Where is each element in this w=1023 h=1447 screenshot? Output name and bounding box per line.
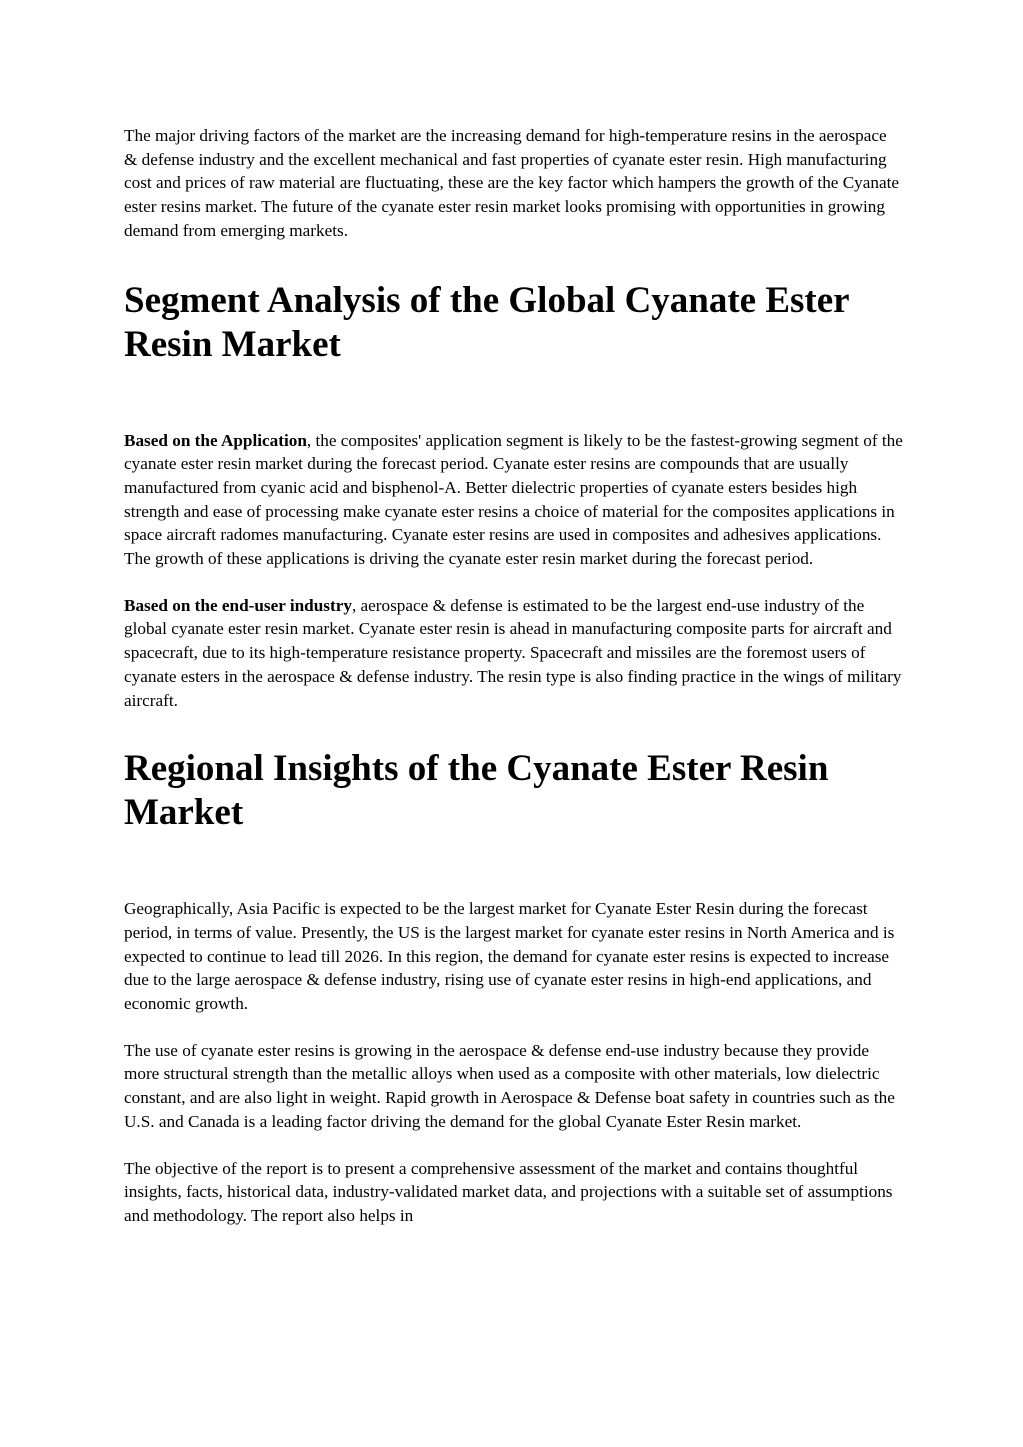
objective-paragraph: The objective of the report is to present a comprehensive assessment of the market and contains thoughtful insights, facts, historical data, industry-validated market data, and projections with a suitable set of assumptions and methodology. The report also helps in (124, 1158, 893, 1225)
end-user-text: , aerospace & defense is estimated to be the largest end-use industry of the global cyanate ester resin market. Cyanate ester resin is ahead in manufacturing composite parts for aircraft and spacecraft, due to its high-temperature resistance property. Spacecraft and missiles are the foremost users of cyanate esters in the aerospace & defense industry. The resin type is also finding practice in the wings of military aircraft. (124, 595, 902, 710)
end-user-paragraph (124, 594, 904, 713)
application-text: , the composites' application segment is likely to be the fastest-growing segment of the cyanate ester resin market during the forecast period. Cyanate ester resins are compounds that are usually manufactured from cyanic acid and bisphenol-A. Better dielectric properties of cyanate esters besides high strength and ease of processing make cyanate ester resins a choice of material for the composites applications in space aircraft radomes manufacturing. Cyanate ester resins are used in composites and adhesives applications. The growth of these applications is driving the cyanate ester resin market during the forecast period. (124, 430, 903, 569)
application-paragraph (124, 429, 904, 571)
segment-analysis-heading: Segment Analysis of the Global Cyanate Ester Resin Market (124, 279, 849, 365)
end-user-lead: Based on the end-user industry (124, 595, 352, 615)
document-page (124, 124, 904, 1228)
application-lead: Based on the Application (124, 430, 307, 450)
geographic-paragraph: Geographically, Asia Pacific is expected to be the largest market for Cyanate Ester Resin during the forecast period, in terms of value. Presently, the US is the largest market for cyanate ester resins in North America and is expected to continue to lead till 2026. In this region, the demand for cyanate ester resins is expected to increase due to the large aerospace & defense industry, rising use of cyanate ester resins in high-end applications, and economic growth. (124, 899, 895, 1014)
use-paragraph: The use of cyanate ester resins is growing in the aerospace & defense end-use industry because they provide more structural strength than the metallic alloys when used as a composite with other materials, low dielectric constant, and are also light in weight. Rapid growth in Aerospace & Defense boat safety in countries such as the U.S. and Canada is a leading factor driving the demand for the global Cyanate Ester Resin market. (124, 1040, 895, 1131)
regional-insights-heading: Regional Insights of the Cyanate Ester Resin Market (124, 748, 829, 834)
intro-paragraph: The major driving factors of the market are the increasing demand for high-temperature resins in the aerospace & defense industry and the excellent mechanical and fast properties of cyanate ester resin. High manufacturing cost and prices of raw material are fluctuating, these are the key factor which hampers the growth of the Cyanate ester resins market. The future of the cyanate ester resin market looks promising with opportunities in growing demand from emerging markets. (124, 126, 900, 240)
